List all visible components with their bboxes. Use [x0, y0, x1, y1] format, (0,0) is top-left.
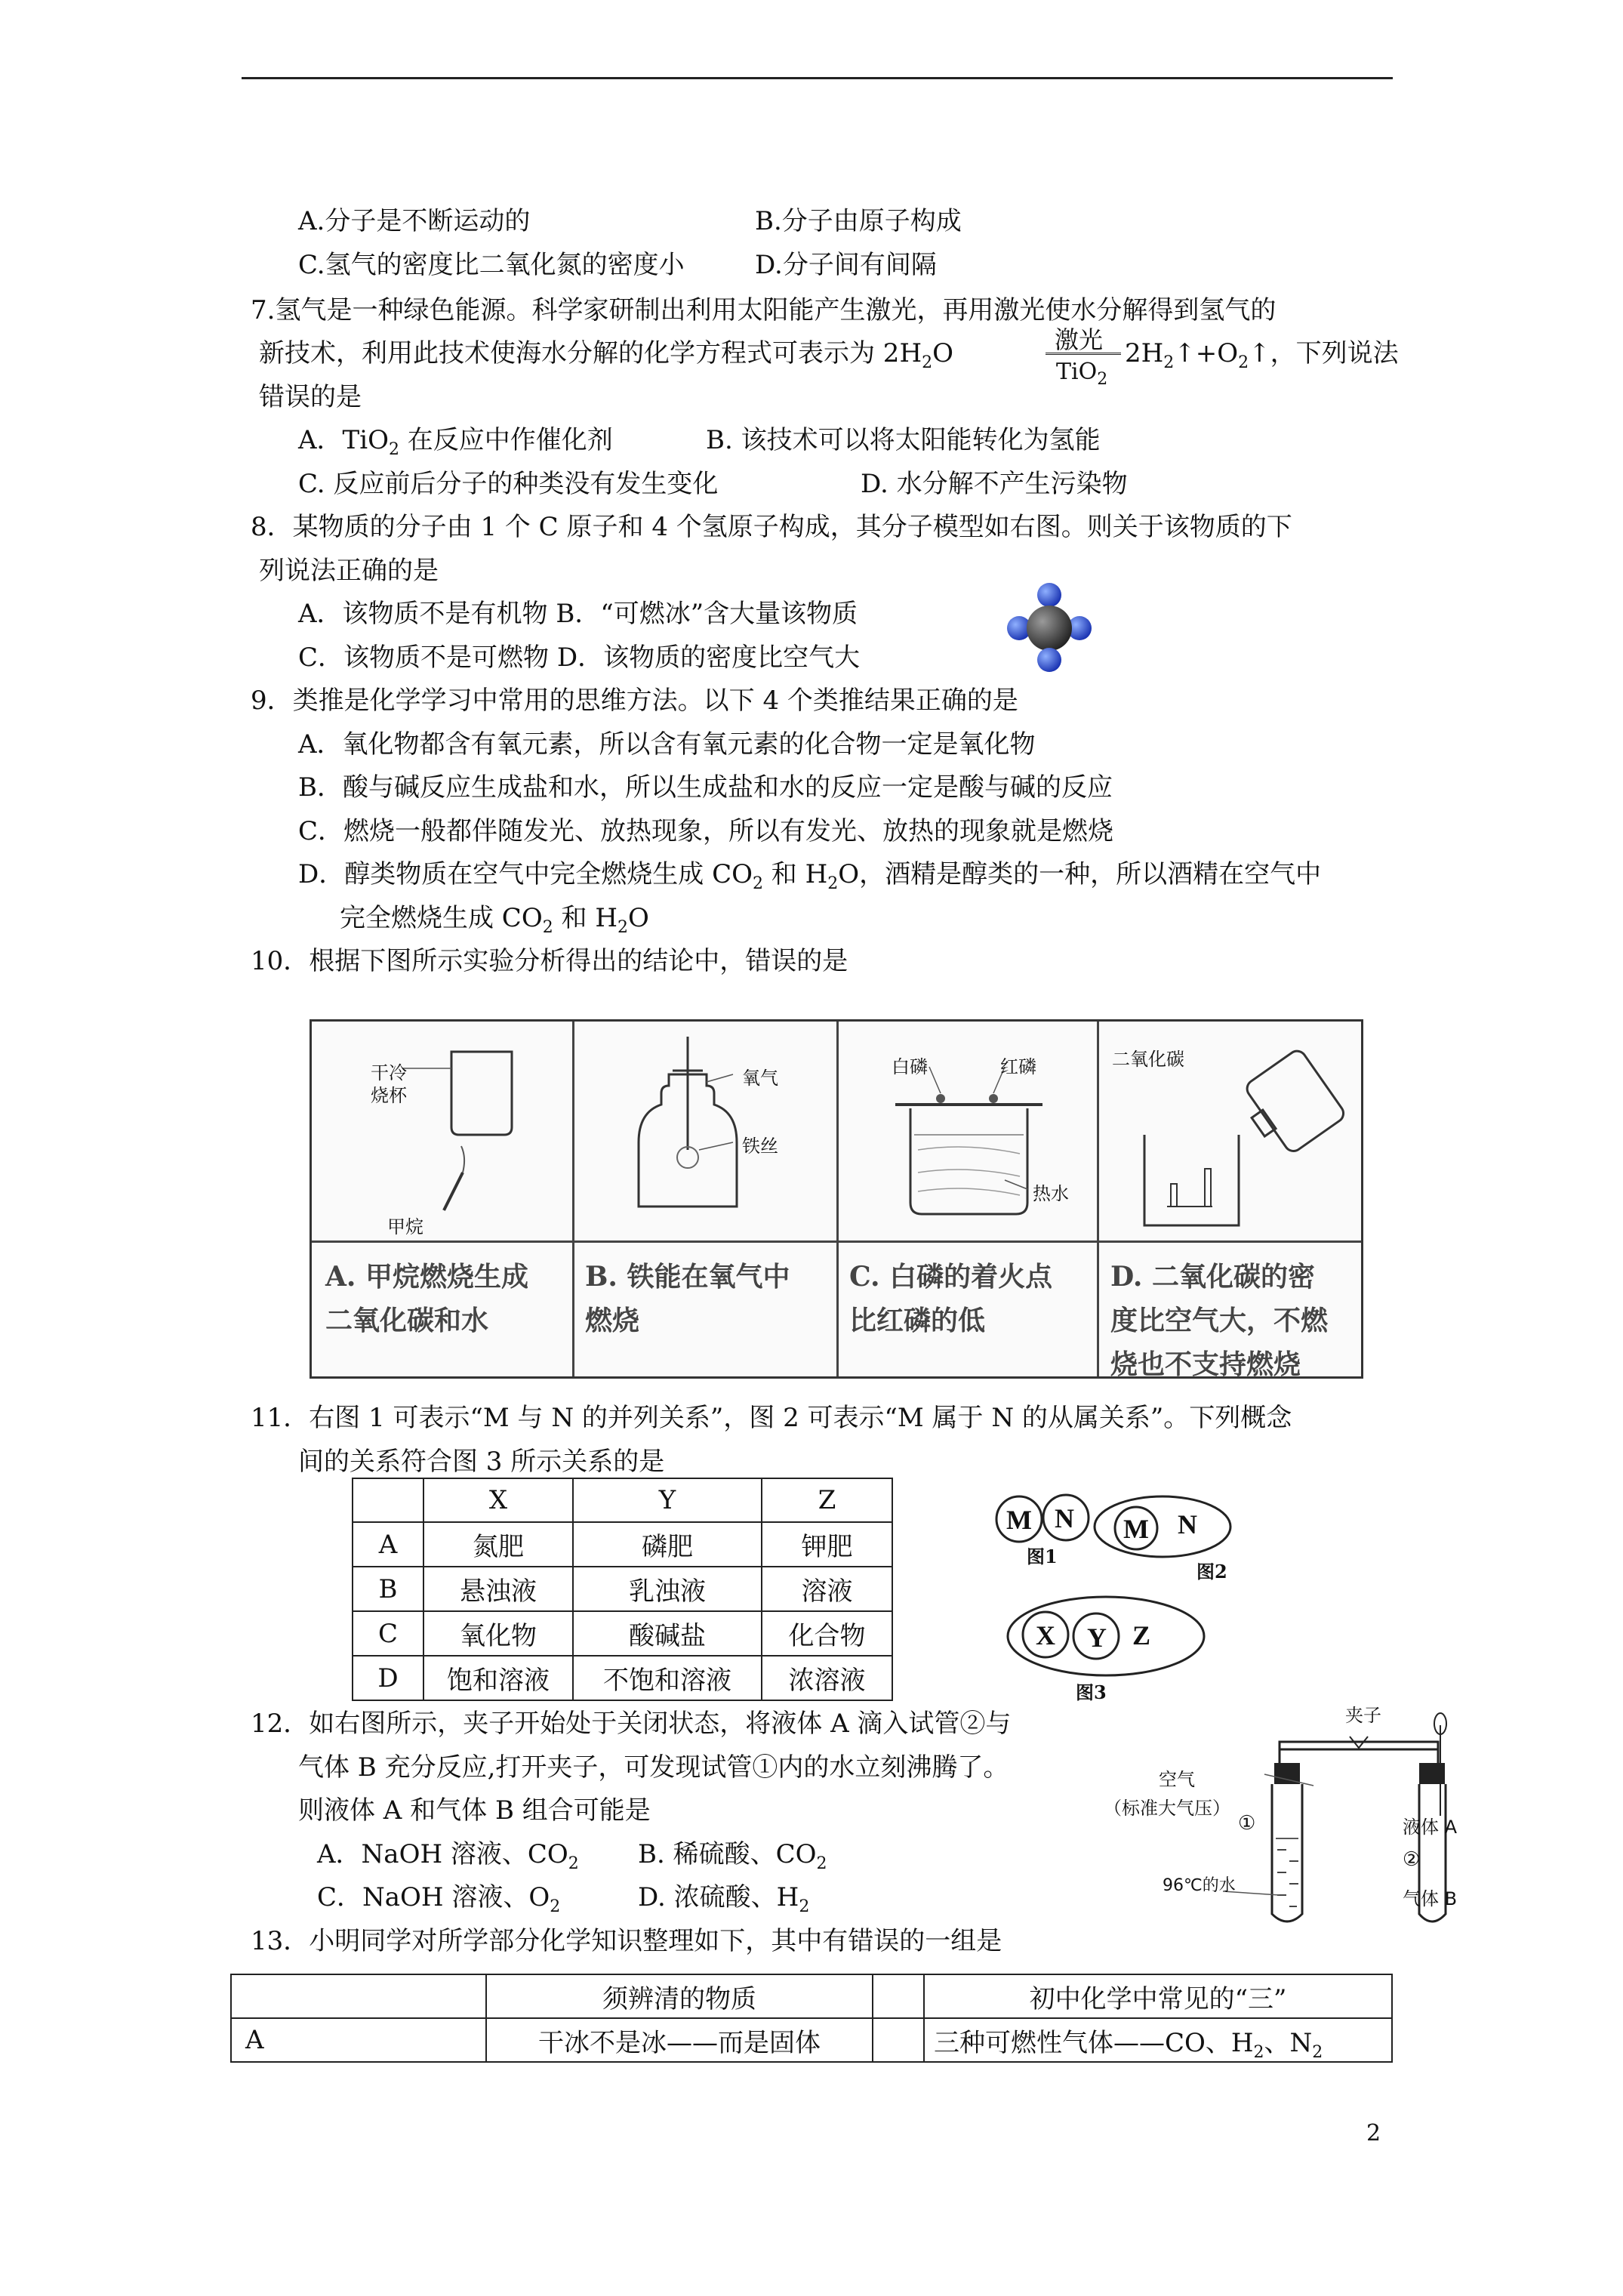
- caption-c-1: C. 白磷的着火点: [849, 1261, 1053, 1293]
- q11-line2: 间的关系符合图 3 所示关系的是: [298, 1447, 665, 1477]
- table-header-row: [353, 1478, 892, 1522]
- label-tube-2: ②: [1403, 1848, 1421, 1871]
- q10-stem: 10．根据下图所示实验分析得出的结论中，错误的是: [251, 946, 848, 976]
- q12-option-c: C．NaOH 溶液、$O_2$: [317, 1882, 561, 1916]
- q6-option-d: D.分子间有间隔: [755, 250, 937, 280]
- q11-line1: 11．右图 1 可表示“M 与 N 的并列关系”，图 2 可表示“M 属于 N 的从属关系”。下列概念: [251, 1403, 1292, 1433]
- table-cell: A: [353, 1522, 423, 1567]
- table-cell: [873, 2018, 924, 2062]
- caption-a-2: 二氧化碳和水: [325, 1305, 489, 1336]
- eq-arrow-line: [1046, 353, 1121, 355]
- table-header-cell: Y: [573, 1478, 762, 1522]
- label-iron-wire: 铁丝: [742, 1136, 778, 1157]
- fig1-caption: 图1: [1027, 1546, 1058, 1567]
- table-header-cell: 初中化学中常见的“三”: [924, 1974, 1392, 2018]
- table-header-cell: [353, 1478, 423, 1522]
- methane-molecule-model: [1004, 581, 1095, 672]
- iron-in-oxygen-drawing: [574, 1022, 835, 1240]
- caption-d-2: 度比空气大，不燃: [1110, 1305, 1329, 1336]
- q12-line2: 气体 B 充分反应,打开夹子，可发现试管①内的水立刻沸腾了。: [298, 1752, 1009, 1783]
- q11-options-table: [352, 1478, 893, 1701]
- fig1-m: M: [1006, 1505, 1032, 1535]
- table-row: [231, 2018, 1392, 2062]
- table-cell: 酸碱盐: [573, 1611, 762, 1656]
- q7-reaction-condition: [1046, 321, 1129, 396]
- caption-b-1: B. 铁能在氧气中: [585, 1261, 790, 1293]
- fig3-z: Z: [1132, 1620, 1151, 1650]
- q7-option-a: A．TiO$_2$ 在反应中作催化剂: [298, 425, 613, 459]
- eq-top-label: 激光: [1055, 325, 1104, 354]
- table-cell: 溶液: [762, 1567, 892, 1611]
- header-rule: [242, 77, 1393, 79]
- q10-experiment-figure: [310, 1019, 1363, 1379]
- q6-option-c: C.氢气的密度比二氧化氮的密度小: [298, 250, 685, 280]
- table-header-cell: X: [423, 1478, 573, 1522]
- table-header-cell: 须辨清的物质: [486, 1974, 873, 2018]
- q8-line1: 8．某物质的分子由 1 个 C 原子和 4 个氢原子构成，其分子模型如右图。则关于该物质的下: [251, 512, 1292, 542]
- label-oxygen: 氧气: [742, 1068, 778, 1089]
- q9-option-c: C．燃烧一般都伴随发光、放热现象，所以有发光、放热的现象就是燃烧: [298, 816, 1114, 846]
- q7-line2: 新技术，利用此技术使海水分解的化学方程式可表示为 $2H_2O$: [259, 338, 953, 372]
- label-liquid-a: 液体 A: [1403, 1817, 1458, 1838]
- fig1-n: N: [1055, 1503, 1074, 1533]
- table-cell: 悬浊液: [423, 1567, 573, 1611]
- label-red-phosphorus: 红磷: [1000, 1056, 1036, 1077]
- q12-option-d: D. 浓硫酸、$H_2$: [638, 1882, 810, 1916]
- q9-stem: 9．类推是化学学习中常用的思维方法。以下 4 个类推结果正确的是: [251, 686, 1018, 716]
- q13-stem: 13．小明同学对所学部分化学知识整理如下，其中有错误的一组是: [251, 1926, 1002, 1956]
- caption-a-1: A. 甲烷燃烧生成: [325, 1261, 528, 1293]
- q7-line1: 7.氢气是一种绿色能源。科学家研制出利用太阳能产生激光，再用激光使水分解得到氢气的: [251, 295, 1277, 325]
- fig2-n: N: [1178, 1509, 1197, 1539]
- fig3-y: Y: [1087, 1623, 1107, 1653]
- q12-option-a: A．NaOH 溶液、$CO_2$: [317, 1839, 579, 1873]
- q9-option-a: A．氧化物都含有氧元素，所以含有氧元素的化合物一定是氧化物: [298, 729, 1036, 760]
- table-cell: 干冰不是冰——而是固体: [486, 2018, 873, 2062]
- q7-option-b: B. 该技术可以将太阳能转化为氢能: [706, 425, 1101, 455]
- q6-option-a: A.分子是不断运动的: [298, 206, 531, 236]
- table-cell: 氧化物: [423, 1611, 573, 1656]
- q12-line3: 则液体 A 和气体 B 组合可能是: [298, 1795, 651, 1826]
- table-cell: 饱和溶液: [423, 1656, 573, 1700]
- q7-option-c: C. 反应前后分子的种类没有发生变化: [298, 469, 719, 499]
- table-header-row: [231, 1974, 1392, 2018]
- table-cell: B: [353, 1567, 423, 1611]
- table-row: [353, 1522, 892, 1567]
- table-cell: 浓溶液: [762, 1656, 892, 1700]
- table-cell: A: [231, 2018, 486, 2062]
- q8-options-ab: A．该物质不是有机物 B．“可燃冰”含大量该物质: [298, 599, 858, 629]
- eq-bottom-label: TiO$_2$: [1056, 359, 1108, 389]
- caption-c-2: 比红磷的低: [849, 1305, 986, 1336]
- label-dry-cold: 干冷: [371, 1062, 407, 1083]
- table-header-cell: Z: [762, 1478, 892, 1522]
- q6-option-b: B.分子由原子构成: [755, 206, 962, 236]
- q12-line1: 12．如右图所示，夹子开始处于关闭状态，将液体 A 滴入试管②与: [251, 1709, 1012, 1739]
- caption-d-3: 烧也不支持燃烧: [1110, 1348, 1301, 1380]
- table-cell: 不饱和溶液: [573, 1656, 762, 1700]
- fig3-x: X: [1036, 1620, 1055, 1650]
- table-cell: [873, 1974, 924, 2018]
- q9-option-d-line1: D．醇类物质在空气中完全燃烧生成 $CO_2$ 和 $H_2O$，酒精是醇类的一种，所以酒精在空气中: [298, 859, 1322, 893]
- q7-option-d: D. 水分解不产生污染物: [861, 469, 1128, 499]
- q7-line2-products: $2H_2↑+O_2↑$，下列说法: [1125, 338, 1399, 372]
- table-row: [353, 1611, 892, 1656]
- table-cell: D: [353, 1656, 423, 1700]
- label-tube-1: ①: [1238, 1812, 1256, 1835]
- table-cell: [231, 1974, 486, 2018]
- fig3-caption: 图3: [1076, 1681, 1107, 1703]
- caption-b-2: 燃烧: [585, 1305, 640, 1336]
- table-cell: C: [353, 1611, 423, 1656]
- label-gas-b: 气体 B: [1403, 1888, 1458, 1909]
- q13-table: [230, 1974, 1393, 2063]
- label-white-phosphorus: 白磷: [892, 1056, 928, 1077]
- table-cell: 乳浊液: [573, 1567, 762, 1611]
- table-cell: 钾肥: [762, 1522, 892, 1567]
- label-air: 空气: [1159, 1769, 1195, 1790]
- label-methane: 甲烷: [387, 1216, 423, 1237]
- fig2-caption: 图2: [1196, 1561, 1227, 1583]
- table-cell: 氮肥: [423, 1522, 573, 1567]
- q12-option-b: B. 稀硫酸、$CO_2$: [638, 1839, 827, 1873]
- label-beaker: 烧杯: [371, 1085, 407, 1106]
- label-standard-pressure: （标准大气压）: [1104, 1798, 1230, 1819]
- table-row: [353, 1567, 892, 1611]
- table-row: [353, 1656, 892, 1700]
- q7-line3: 错误的是: [259, 382, 362, 412]
- table-cell: 三种可燃性气体——CO、$H_2$、$N_2$: [924, 2018, 1392, 2062]
- table-cell: 化合物: [762, 1611, 892, 1656]
- phosphorus-ignition-drawing: [839, 1022, 1095, 1240]
- page-number: 2: [1366, 2120, 1381, 2147]
- methane-burning-drawing: [312, 1022, 572, 1240]
- caption-d-1: D. 二氧化碳的密: [1110, 1261, 1316, 1293]
- q9-option-d-line2: 完全燃烧生成 $CO_2$ 和 $H_2O$: [340, 903, 649, 937]
- label-clip: 夹子: [1345, 1705, 1381, 1726]
- q8-line2: 列说法正确的是: [259, 556, 439, 586]
- label-hot-water: 热水: [1033, 1183, 1069, 1204]
- fig2-m: M: [1123, 1514, 1149, 1544]
- table-cell: 磷肥: [573, 1522, 762, 1567]
- caption-divider: [312, 1240, 1361, 1243]
- q8-options-cd: C．该物质不是可燃物 D．该物质的密度比空气大: [298, 643, 861, 673]
- q9-option-b: B．酸与碱反应生成盐和水，所以生成盐和水的反应一定是酸与碱的反应: [298, 772, 1113, 803]
- label-96c-water: 96℃的水: [1163, 1876, 1236, 1895]
- label-co2: 二氧化碳: [1112, 1049, 1184, 1070]
